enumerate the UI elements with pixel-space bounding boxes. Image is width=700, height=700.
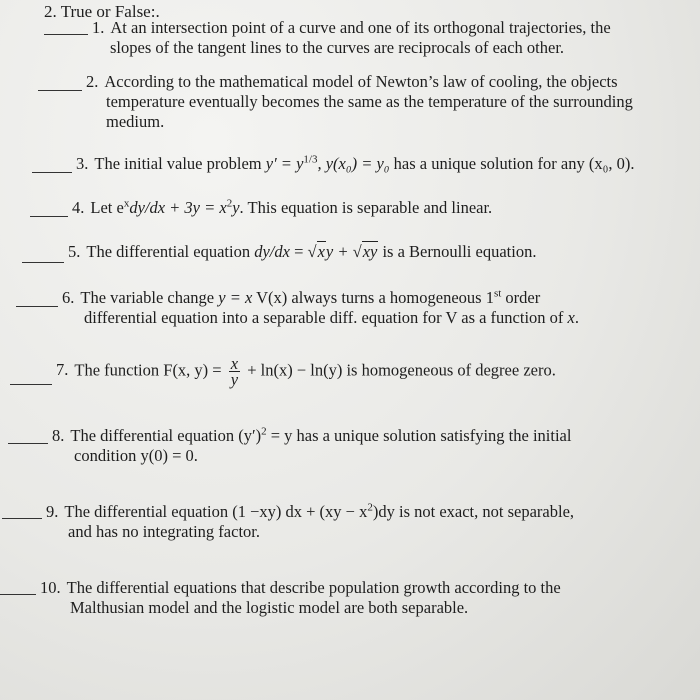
question-text: condition y(0) = 0. (74, 446, 198, 465)
question-text: is a Bernoulli equation. (378, 242, 537, 261)
answer-blank-2[interactable] (38, 90, 82, 91)
question-number: 1. (92, 18, 105, 37)
question-text: has a unique solution for any (x₀, 0). (389, 154, 635, 173)
question-text: order (501, 288, 541, 307)
question-9 (46, 502, 574, 542)
math-expression: , y(x₀) = y₀ (317, 154, 390, 173)
math-exponent: x (123, 197, 130, 210)
question-number: 2. (86, 72, 99, 91)
question-text: The differential equation (86, 242, 255, 261)
answer-blank-6[interactable] (16, 306, 58, 307)
question-text: = y has a unique solution satisfying the initial (266, 426, 572, 445)
question-number: 5. (68, 242, 81, 261)
question-number: 7. (56, 360, 69, 380)
math-expression: y + (325, 242, 353, 261)
answer-blank-3[interactable] (32, 172, 72, 173)
section-heading: 2. True or False:. (44, 2, 160, 21)
question-text: The variable change (80, 288, 219, 307)
answer-blank-7[interactable] (10, 384, 52, 385)
math-exponent: 2 (367, 501, 373, 514)
fraction-denominator: y (230, 370, 239, 389)
math-exponent: 2 (261, 425, 267, 438)
answer-blank-1[interactable] (44, 34, 88, 35)
math-expression: dy/dx (254, 242, 290, 261)
question-text: Let e (90, 198, 124, 217)
question-text: At an intersection point of a curve and one of its orthogonal trajectories, the (110, 18, 611, 37)
math-expression: = (289, 242, 308, 261)
question-number: 6. (62, 288, 75, 307)
question-text: and has no integrating factor. (68, 522, 260, 541)
question-text: The differential equations that describe population growth according to the (66, 578, 561, 597)
question-text: Malthusian model and the logistic model are both separable. (70, 598, 469, 617)
question-text: + ln(x) − ln(y) is homogeneous of degree zero. (243, 360, 556, 380)
question-number: 4. (72, 198, 85, 217)
question-number: 3. (76, 154, 89, 173)
math-expression: + 3y = x (165, 198, 227, 217)
question-number: 10. (40, 578, 61, 597)
question-8 (52, 426, 571, 466)
question-1 (92, 18, 611, 58)
math-expression: y′ = y (265, 154, 304, 173)
question-10 (40, 578, 561, 618)
question-text: The differential equation (y′) (70, 426, 262, 445)
answer-blank-10[interactable] (0, 594, 36, 595)
question-2 (86, 72, 633, 132)
question-text: . This equation is separable and linear. (239, 198, 493, 217)
ordinal-suffix: st (493, 287, 502, 300)
math-expression: y = x (218, 288, 253, 307)
question-text: V(x) always turns a homogeneous 1 (252, 288, 494, 307)
question-text: The function F(x, y) = (74, 360, 226, 380)
answer-blank-5[interactable] (22, 262, 64, 263)
question-text: According to the mathematical model of Newton’s law of cooling, the objects (104, 72, 618, 91)
question-text: )dy is not exact, not separable, (372, 502, 575, 521)
question-7 (56, 356, 556, 387)
answer-blank-4[interactable] (30, 216, 68, 217)
sqrt-expression: √xy (352, 242, 378, 261)
question-text: slopes of the tangent lines to the curves are reciprocals of each other. (110, 38, 565, 57)
math-expression: x (567, 308, 575, 327)
question-4 (72, 198, 492, 218)
question-text: temperature eventually becomes the same as the temperature of the surrounding (106, 92, 633, 111)
question-5 (68, 242, 536, 262)
question-text: differential equation into a separable diff. equation for V as a function of (84, 308, 568, 327)
answer-blank-8[interactable] (8, 443, 48, 444)
radicand: x (317, 242, 325, 261)
math-expression: y (232, 198, 240, 217)
question-3 (76, 154, 635, 174)
fraction-numerator: x (230, 354, 239, 373)
question-text: medium. (106, 112, 165, 131)
math-exponent: 2 (226, 197, 233, 210)
fraction (229, 356, 240, 387)
radicand: xy (362, 242, 378, 261)
math-expression: dy/dx (129, 198, 166, 217)
question-text: The initial value problem (94, 154, 266, 173)
sqrt-expression: √x (307, 242, 325, 261)
math-exponent: 1/3 (303, 153, 318, 166)
question-text: The differential equation (1 −xy) dx + (xy − x (64, 502, 368, 521)
question-6 (62, 288, 579, 328)
answer-blank-9[interactable] (2, 518, 42, 519)
question-number: 8. (52, 426, 65, 445)
question-number: 9. (46, 502, 59, 521)
question-text: . (574, 308, 579, 327)
